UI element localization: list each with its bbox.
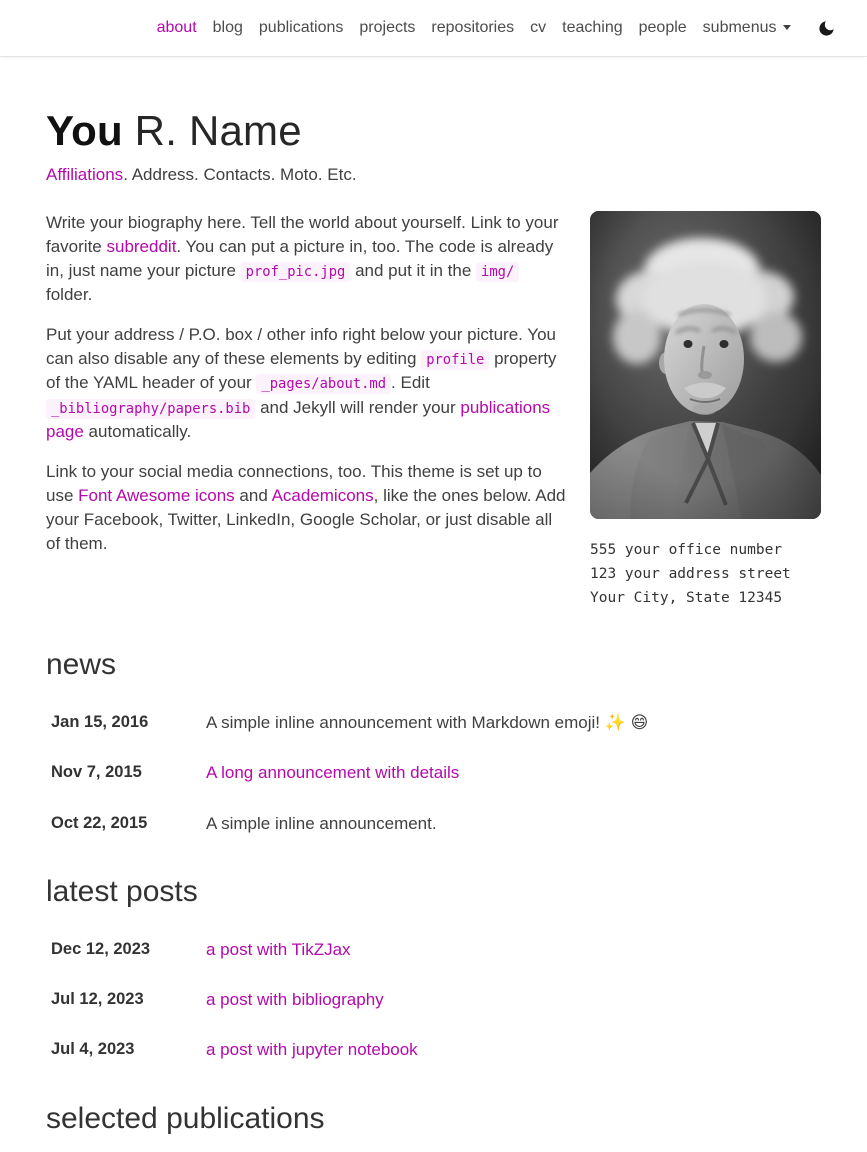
main-content	[46, 57, 821, 1140]
portrait-image	[590, 211, 821, 519]
nav-item-publications[interactable]: publications	[258, 18, 344, 36]
bio-text: automatically.	[83, 421, 192, 441]
news-row	[46, 799, 821, 849]
post-link[interactable]: a post with TikZJax	[206, 940, 351, 960]
page-subtitle	[46, 163, 821, 187]
post-link[interactable]: a post with jupyter notebook	[206, 1040, 418, 1060]
navbar	[0, 0, 867, 57]
contact-address	[590, 538, 821, 610]
code-img-folder: img/	[476, 262, 519, 282]
nav-item-teaching[interactable]: teaching	[562, 18, 623, 36]
news-date: Oct 22, 2015	[51, 813, 148, 832]
news-announcement: A simple inline announcement with Markdown emoji! ✨ 😄	[206, 713, 649, 733]
academicons-link[interactable]: Academicons	[271, 485, 374, 505]
bio-text: . You can put a picture in, too. The code is already in, just name your picture	[46, 236, 554, 280]
address-line: Your City, State 12345	[590, 589, 783, 606]
address-line: 123 your address street	[590, 565, 791, 582]
subreddit-link[interactable]: subreddit	[106, 236, 177, 256]
bio-text: and Jekyll will render your	[255, 397, 461, 417]
post-row	[46, 975, 821, 1025]
title-last-name: R. Name	[122, 107, 302, 154]
nav-item-projects[interactable]: projects	[359, 18, 416, 36]
nav-list	[149, 11, 840, 46]
font-awesome-link[interactable]: Font Awesome icons	[78, 485, 235, 505]
dark-mode-toggle[interactable]	[813, 15, 840, 42]
code-papers-bib: _bibliography/papers.bib	[46, 399, 255, 419]
news-announcement-link[interactable]: A long announcement with details	[206, 763, 460, 783]
bio-text: property of the YAML header of your	[46, 349, 557, 393]
bio-and-profile	[46, 211, 821, 622]
moon-icon	[817, 19, 836, 38]
bio-text: folder.	[46, 285, 93, 305]
bio-text: , like the ones below. Add your Facebook, Twitter, LinkedIn, Google Scholar, or just disable all of them.	[46, 485, 566, 554]
news-announcement	[206, 748, 821, 798]
nav-item-people[interactable]: people	[638, 18, 687, 36]
news-row	[46, 698, 821, 748]
latest-posts-heading: latest posts	[46, 874, 198, 908]
news-date: Jan 15, 2016	[51, 713, 149, 732]
code-prof-pic: prof_pic.jpg	[241, 262, 351, 282]
bio-text: Link to your social media connections, too. This theme is set up to use	[46, 461, 542, 505]
page-title	[46, 106, 821, 156]
profile-block	[590, 211, 821, 610]
bio-text: Put your address / P.O. box / other info right below your picture. You can also disable any of these elements by editing	[46, 325, 556, 369]
news-table	[46, 698, 821, 848]
post-date: Jul 4, 2023	[51, 1040, 135, 1059]
post-row	[46, 925, 821, 975]
post-date: Jul 12, 2023	[51, 990, 144, 1009]
nav-item-repositories[interactable]: repositories	[431, 18, 515, 36]
code-about-md: _pages/about.md	[256, 374, 391, 394]
post-title-cell	[206, 925, 821, 975]
posts-table	[46, 925, 821, 1075]
publications-page-link[interactable]: publications page	[46, 397, 551, 441]
title-first-name: You	[46, 107, 123, 154]
post-title-cell	[206, 975, 821, 1025]
profile-photo	[590, 211, 821, 519]
news-date: Nov 7, 2015	[51, 763, 142, 782]
nav-item-blog[interactable]: blog	[212, 18, 243, 36]
page-header	[46, 106, 821, 187]
bio-text: . Edit	[391, 373, 430, 393]
chevron-down-icon	[783, 25, 791, 30]
nav-submenus-label: submenus	[702, 18, 777, 36]
nav-item-cv[interactable]: cv	[530, 18, 547, 36]
nav-item-submenus[interactable]	[695, 11, 799, 46]
affiliations-link[interactable]: Affiliations	[46, 164, 124, 184]
subtitle-rest: . Address. Contacts. Moto. Etc.	[123, 164, 357, 184]
post-date: Dec 12, 2023	[51, 940, 151, 959]
post-link[interactable]: a post with bibliography	[206, 990, 384, 1010]
bio-text: Write your biography here. Tell the world about yourself. Link to your favorite	[46, 212, 559, 256]
post-row	[46, 1025, 821, 1075]
news-row	[46, 748, 821, 798]
news-heading: news	[46, 647, 117, 681]
post-title-cell	[206, 1025, 821, 1075]
nav-item-about[interactable]: about	[156, 18, 197, 36]
bio-text: and put it in the	[350, 260, 477, 280]
code-profile: profile	[421, 350, 489, 370]
address-line: 555 your office number	[590, 541, 783, 558]
bio-text: and	[234, 485, 272, 505]
selected-publications-heading: selected publications	[46, 1101, 325, 1135]
news-announcement: A simple inline announcement.	[206, 813, 437, 833]
